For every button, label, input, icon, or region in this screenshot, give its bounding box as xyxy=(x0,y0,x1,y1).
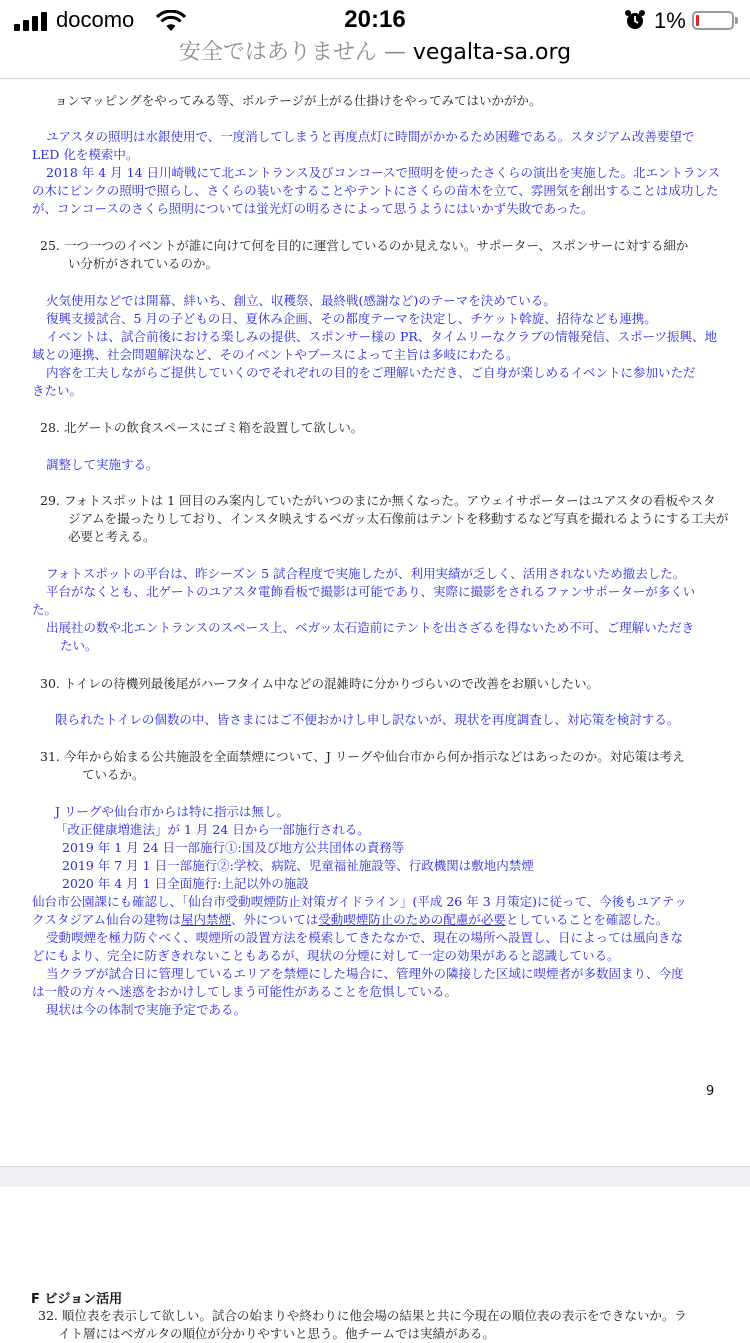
intro-line: ョンマッピングをやってみる等、ボルテージが上がる仕掛けをやってみてはいかがか。 xyxy=(55,93,542,108)
answer-line: 2018 年 4 月 14 日川崎戦にて北エントランス及びコンコースで照明を使ったさくらの演出を実施した。北エントランス xyxy=(46,165,721,180)
carrier-label: docomo xyxy=(56,7,135,32)
question-28: 28. 北ゲートの飲食スペースにゴミ箱を設置して欲しい。 xyxy=(40,420,364,435)
answer-line: 平台がなくとも、北ゲートのユアスタ電飾看板で撮影は可能であり、実際に撮影をされるファンサポーターが多くい xyxy=(46,584,696,599)
answer-line: 2020 年 4 月 1 日全面施行:上記以外の施設 xyxy=(62,876,309,891)
question-31: 31. 今年から始まる公共施設を全面禁煙について、J リーグや仙台市から何か指示などはあったのか。対応策は考え xyxy=(40,749,685,764)
battery-level xyxy=(696,15,699,26)
status-time: 20:16 xyxy=(344,6,406,33)
alarm-clock-icon xyxy=(624,9,646,31)
answer-line: 受動喫煙を極力防ぐべく、喫煙所の設置方法を模索してきたなかで、現在の場所へ設置し、日によっては風向きな xyxy=(46,930,684,945)
answer-line: の木にピンクの照明で照らし、さくらの装いをすることやテントにさくらの苗木を立て、雰囲気を創出することは成功した xyxy=(32,183,719,198)
answer-line: た。 xyxy=(32,602,58,617)
question-25-cont: い分析がされているのか。 xyxy=(68,256,219,271)
answer-line: J リーグや仙台市からは特に指示は無し。 xyxy=(55,804,289,819)
answer-line: ユアスタの照明は水銀使用で、一度消してしまうと再度点灯に時間がかかるため困難である。スタジアム改善要望で xyxy=(46,129,695,144)
underlined-text: 屋内禁煙 xyxy=(181,912,232,927)
answer-line: が、コンコースのさくら照明については蛍光灯の明るさによって思うようにはいかず失敗であった。 xyxy=(32,201,594,216)
answer-line: 仙台市公園課にも確認し、「仙台市受動喫煙防止対策ガイドライン」(平成 26 年 3 月策定)に従って、今後もユアテッ xyxy=(32,894,687,909)
answer-28: 調整して実施する。 xyxy=(46,457,159,472)
text-run: としていることを確認した。 xyxy=(505,912,669,927)
answer-line: 現状は今の体制で実施予定である。 xyxy=(46,1002,247,1017)
text-run: 、外については xyxy=(231,912,319,927)
question-32: 32. 順位表を表示して欲しい。試合の始まりや終わりに他会場の結果と共に今現在の順位表の表示をできないか。ラ xyxy=(38,1308,687,1323)
answer-line: 域との連携、社会問題解決など、そのイベントやブースによって主旨は多岐にわたる。 xyxy=(32,347,519,362)
url-domain: vegalta-sa.org xyxy=(412,40,572,65)
question-29-cont: 必要と考える。 xyxy=(68,529,156,544)
answer-line: 「改正健康増進法」が 1 月 24 日から一部施行される。 xyxy=(55,822,370,837)
answer-line: 内容を工夫しながらご提供していくのでそれぞれの目的をご理解いただき、ご自身が楽しめるイベントに参加いただ xyxy=(46,365,696,380)
answer-line: 出展社の数や北エントランスのスペース上、ベガッ太石造前にテントを出さざるを得ないため不可、ご理解いただき xyxy=(46,620,695,635)
answer-line: 2019 年 7 月 1 日一部施行②:学校、病院、児童福祉施設等、行政機関は敷地内禁煙 xyxy=(62,858,534,873)
answer-line: どにもより、完全に防ぎきれないこともあるが、現状の分煙に対して一定の効果があると認識している。 xyxy=(32,948,620,963)
answer-line: 2019 年 1 月 24 日一部施行①:国及び地方公共団体の責務等 xyxy=(62,840,405,855)
text-run: クスタジアム仙台の建物は xyxy=(32,912,182,927)
section-title: F ビジョン活用 xyxy=(31,1292,123,1307)
battery-icon xyxy=(692,11,734,30)
question-32-cont: イト層にはベガルタの順位が分かりやすいと思う。他チームでは実績がある。 xyxy=(58,1326,496,1341)
question-31-cont: ているか。 xyxy=(82,767,145,782)
answer-line: は一般の方々へ迷惑をおかけしてしまう可能性があることを危惧している。 xyxy=(32,984,458,999)
answer-line: LED 化を模索中。 xyxy=(32,147,139,162)
question-25: 25. 一つ一つのイベントが誰に向けて何を目的に運営しているのか見えない。サポーター、スポンサーに対する細か xyxy=(40,238,689,253)
answer-30: 限られたトイレの個数の中、皆さまにはご不便おかけし申し訳ないが、現状を再度調査し、対応策を検討する。 xyxy=(55,712,680,727)
answer-line: フォトスポットの平台は、昨シーズン 5 試合程度で実施したが、利用実績が乏しく、活用されないため撤去した。 xyxy=(46,566,686,581)
status-bar xyxy=(0,0,750,40)
question-29: 29. フォトスポットは 1 回目のみ案内していたがいつのまにか無くなった。アウェイサポーターはユアスタの看板やスタ xyxy=(40,493,716,508)
url-bar[interactable] xyxy=(0,36,750,76)
battery-percent: 1% xyxy=(654,8,686,33)
url-insecure-label: 安全ではありません — xyxy=(178,40,413,65)
answer-line: 当クラブが試合日に管理しているエリアを禁煙にした場合に、管理外の隣接した区域に喫煙者が多数固まり、今度 xyxy=(46,966,684,981)
page-number: 9 xyxy=(706,1084,715,1099)
answer-line: イベントは、試合前後における楽しみの提供、スポンサー様の PR、タイムリーなクラブの情報発信、スポーツ振興、地 xyxy=(46,329,718,344)
answer-line: 火気使用などでは開幕、絆いち、創立、収穫祭、最終戦(感謝など)のテーマを決めている。 xyxy=(46,293,556,308)
underlined-text: 受動喫煙防止のための配慮が必要 xyxy=(318,912,506,927)
answer-line: 復興支援試合、5 月の子どもの日、夏休み企画、その都度テーマを決定し、チケット斡旋、招待なども連携。 xyxy=(46,311,657,326)
question-29-cont: ジアムを撮ったりしており、インスタ映えするベガッ太石像前はテントを移動するなど写真を撮れるようにする工夫が xyxy=(68,511,729,526)
answer-line: きたい。 xyxy=(32,383,83,398)
answer-line-underlined xyxy=(32,911,668,929)
question-30: 30. トイレの待機列最後尾がハーフタイム中などの混雑時に分かりづらいので改善をお願いしたい。 xyxy=(40,676,599,691)
page-gap xyxy=(0,1166,750,1188)
answer-line: たい。 xyxy=(60,638,98,653)
